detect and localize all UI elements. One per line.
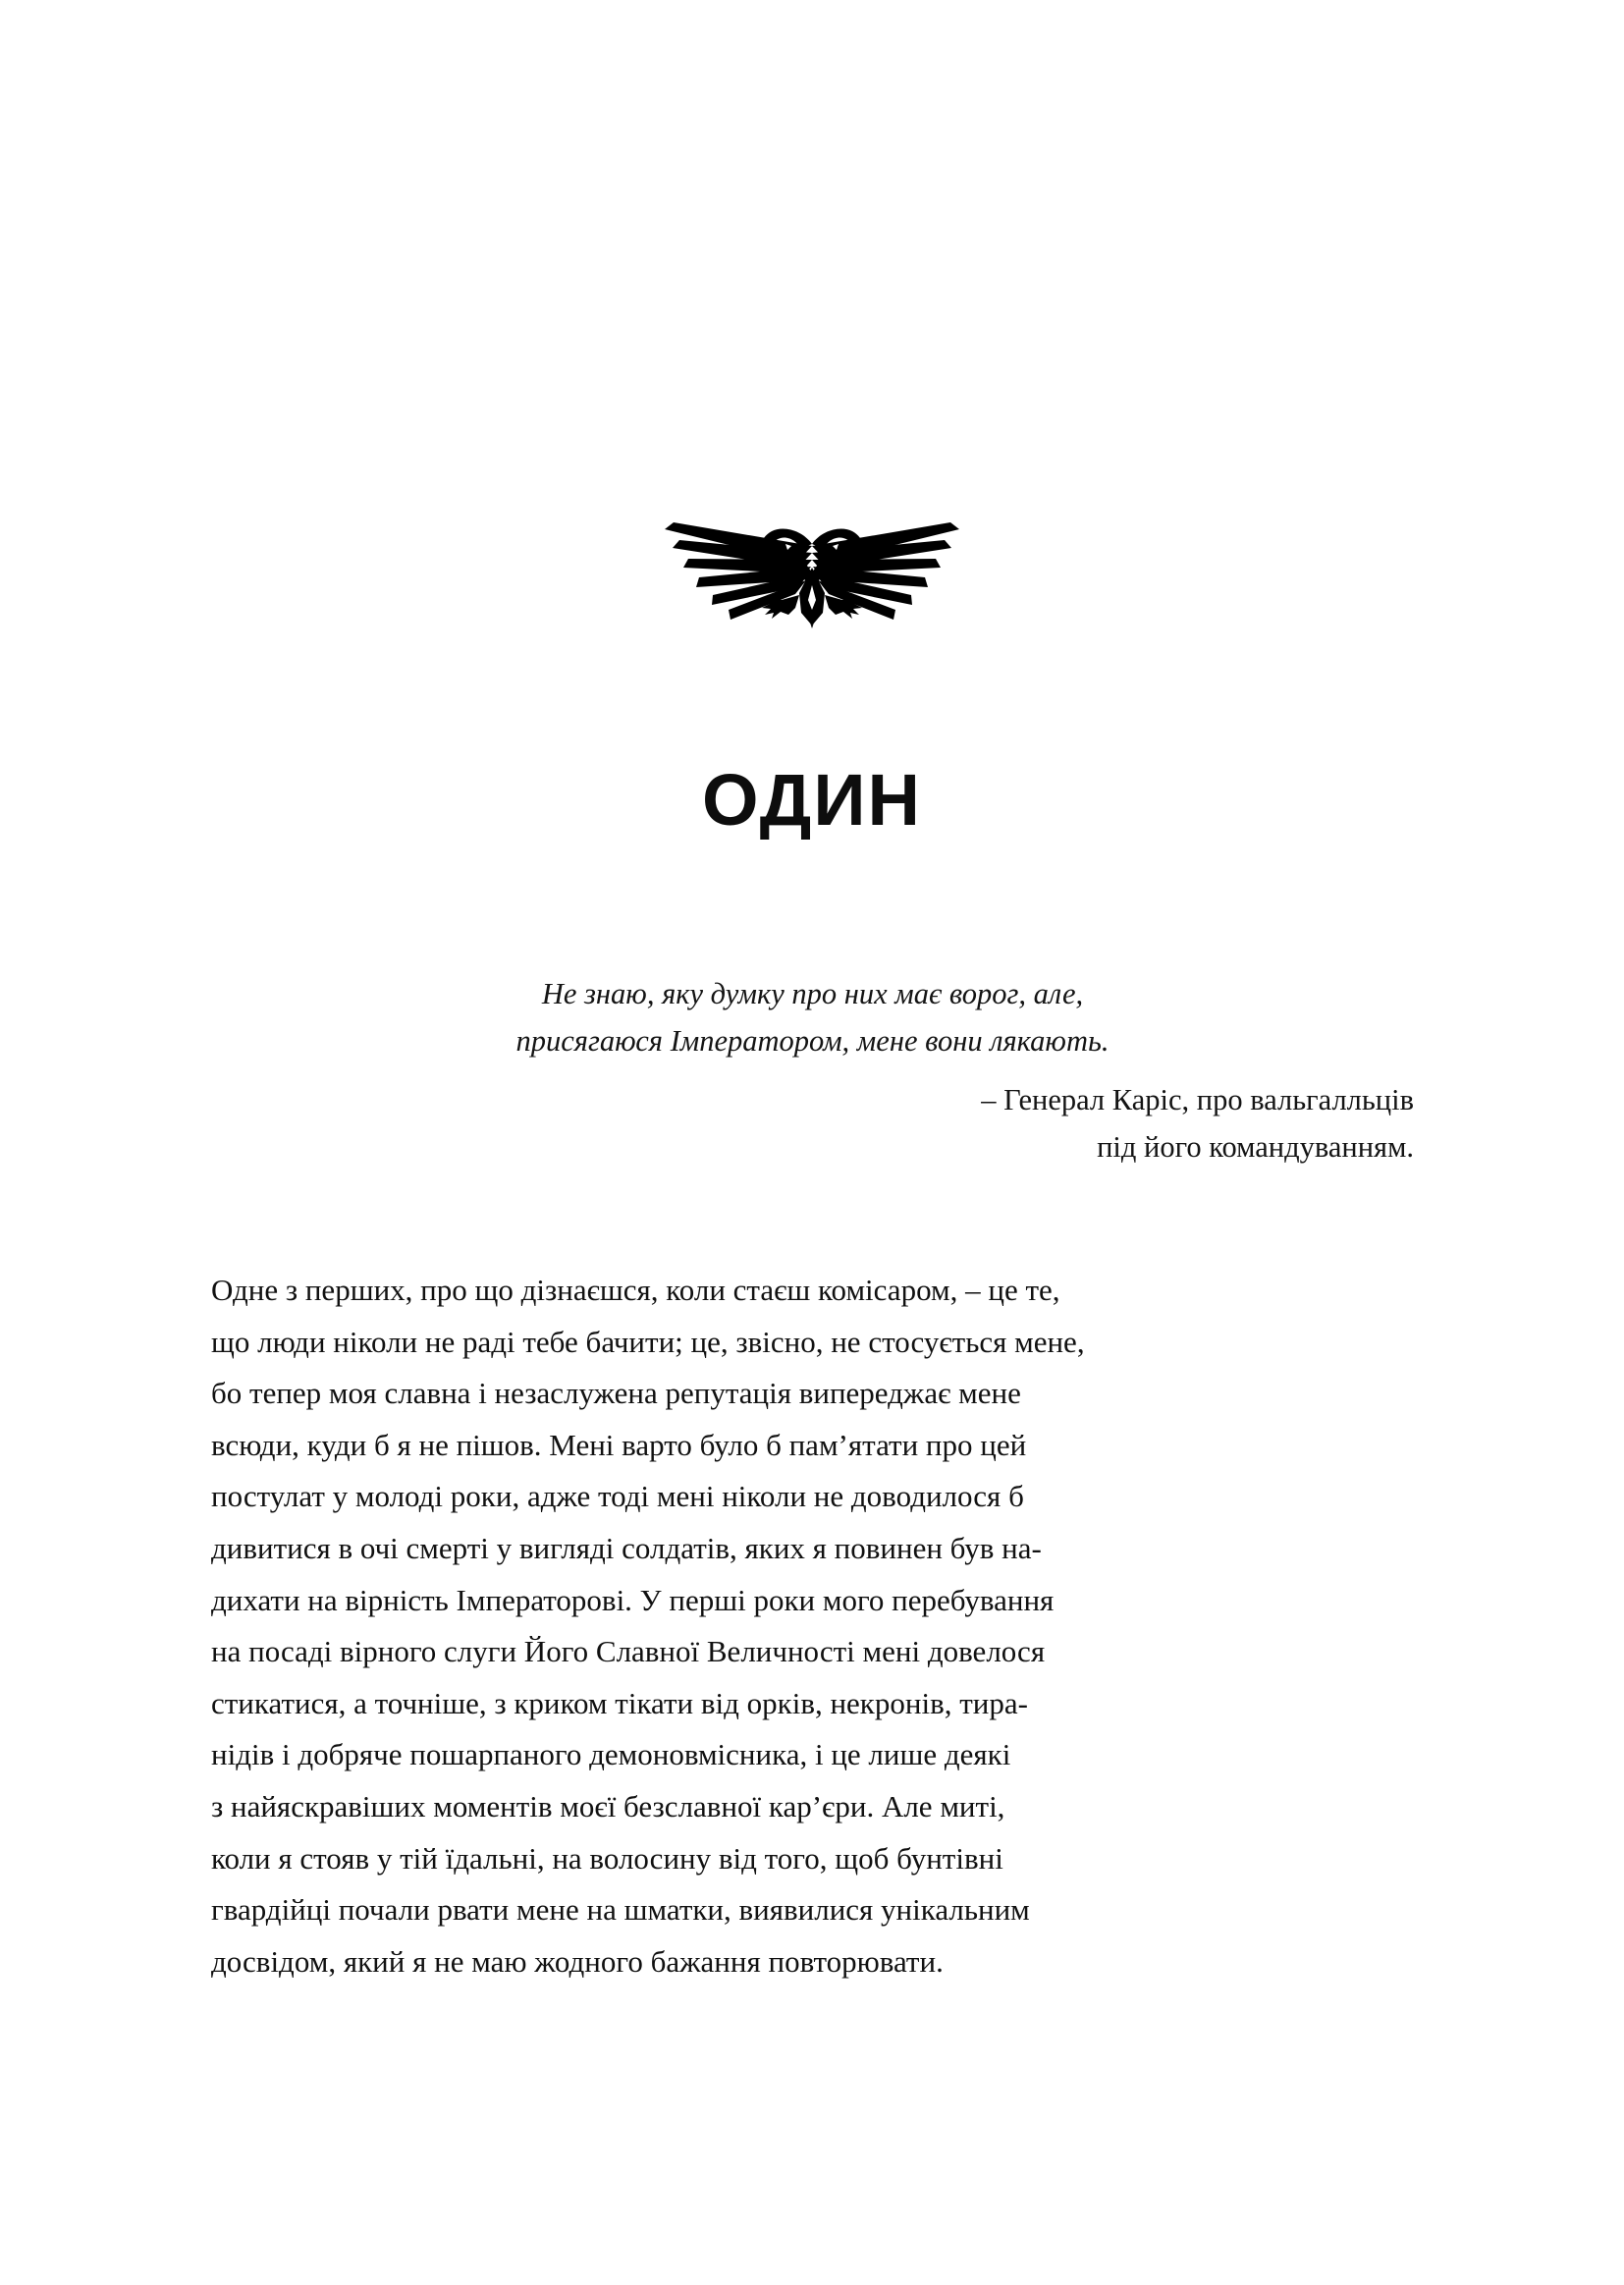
body-line: бо тепер моя славна і незаслужена репутація випереджає мене — [211, 1376, 1021, 1411]
imperial-aquila-icon — [0, 499, 1624, 628]
epigraph-attribution-line: під його командуванням. — [1097, 1130, 1414, 1164]
epigraph-quote-line: Не знаю, яку думку про них має ворог, але, — [541, 977, 1084, 1010]
body-line: коли я стояв у тій їдальні, на волосину від того, щоб бунтівні — [211, 1840, 1003, 1876]
epigraph — [211, 970, 1414, 1170]
body-line: дивитися в очі смерті у вигляді солдатів, яких я повинен був на- — [211, 1530, 1042, 1565]
body-line: що люди ніколи не раді тебе бачити; це, звісно, не стосується мене, — [211, 1324, 1085, 1359]
epigraph-attribution — [211, 1076, 1414, 1170]
body-line: стикатися, а точніше, з криком тікати від орків, некронів, тира- — [211, 1685, 1028, 1720]
body-line: гвардійці почали рвати мене на шматки, виявилися унікальним — [211, 1892, 1030, 1928]
body-line: досвідом, який я не маю жодного бажання повторювати. — [211, 1943, 944, 1979]
epigraph-quote-line: присягаюся Імператором, мене вони лякають. — [515, 1024, 1110, 1058]
body-line: постулат у молоді роки, адже тоді мені ніколи не доводилося б — [211, 1479, 1024, 1514]
body-line: дихати на вірність Імператорові. У перші роки мого перебування — [211, 1582, 1055, 1617]
epigraph-attribution-line: – Генерал Каріс, про вальгалльців — [981, 1083, 1414, 1116]
epigraph-quote — [211, 970, 1414, 1064]
body-line: нідів і добряче пошарпаного демоновмісника, і це лише деякі — [211, 1737, 1011, 1772]
body-line: на посаді вірного слуги Його Славної Величності мені довелося — [211, 1634, 1046, 1669]
chapter-title: ОДИН — [702, 758, 922, 841]
body-line: всюди, куди б я не пішов. Мені варто було б пам’ятати про цей — [211, 1427, 1027, 1462]
body-line: Одне з перших, про що дізнаєшся, коли стаєш комісаром, – це те, — [211, 1273, 1060, 1307]
body-line: з найяскравіших моментів моєї безславної кар’єри. Але миті, — [211, 1788, 1005, 1823]
body-paragraph — [211, 1265, 1417, 1987]
